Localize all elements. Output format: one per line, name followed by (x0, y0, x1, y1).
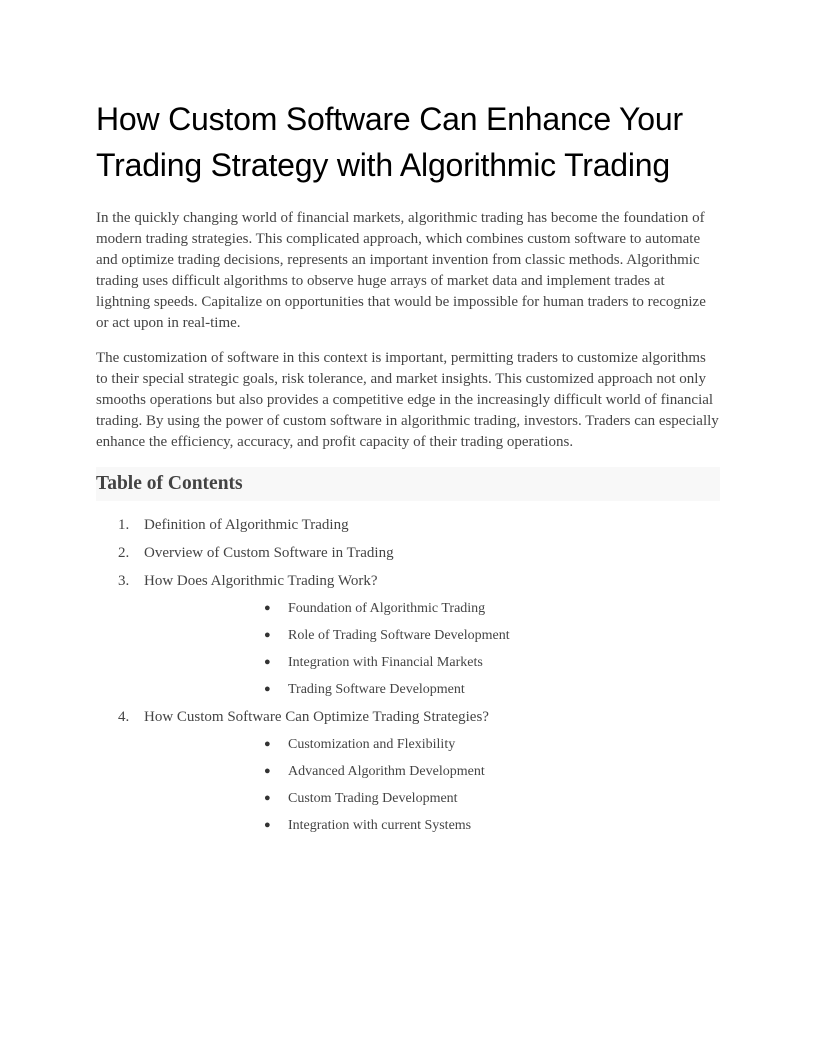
toc-item-3 (96, 567, 720, 595)
toc-item-4 (96, 703, 720, 731)
toc-subitem-label: Customization and Flexibility (288, 737, 456, 752)
toc-subitem (96, 595, 720, 622)
toc-subitem (96, 649, 720, 676)
toc-subitem (96, 785, 720, 812)
toc-item-number: 4. (118, 709, 130, 725)
toc-subitem (96, 758, 720, 785)
toc-subitem-label: Trading Software Development (288, 682, 465, 697)
toc-list-continued (96, 703, 720, 731)
toc-item-number: 1. (118, 517, 130, 533)
toc-heading: Table of Contents (96, 467, 720, 501)
toc-subitem-label: Advanced Algorithm Development (288, 764, 485, 779)
toc-item-2 (96, 539, 720, 567)
customization-paragraph: The customization of software in this context is important, permitting traders to customize algorithms to their special strategic goals, risk tolerance, and market insights. This customized approach not only smooths operations but also provides a competitive edge in the increasingly difficult world of financial trading. By using the power of custom software in algorithmic trading, investors. Traders can especially enhance the efficiency, accuracy, and profit capacity of their trading operations. (96, 350, 719, 450)
intro-paragraph: In the quickly changing world of financial markets, algorithmic trading has become the foundation of modern trading strategies. This complicated approach, which combines custom software to automate and optimize trading decisions, represents an important invention from classic methods. Algorithmic trading uses difficult algorithms to observe huge arrays of market data and implement trades at lightning speeds. Capitalize on opportunities that would be impossible for human traders to recognize or act upon in real-time. (96, 210, 706, 331)
bullet-icon: ● (264, 819, 271, 831)
bullet-icon: ● (264, 683, 271, 695)
toc-subitem-label: Custom Trading Development (288, 791, 458, 806)
toc-item-label: How Does Algorithmic Trading Work? (144, 573, 378, 589)
toc-subitem (96, 622, 720, 649)
document-title: How Custom Software Can Enhance Your Trading Strategy with Algorithmic Trading (96, 101, 683, 183)
toc-item-number: 2. (118, 545, 130, 561)
toc-list (96, 511, 720, 595)
bullet-icon: ● (264, 656, 271, 668)
toc-subitem (96, 676, 720, 703)
toc-subitem (96, 812, 720, 839)
toc-item-number: 3. (118, 573, 130, 589)
toc-item-label: Overview of Custom Software in Trading (144, 545, 394, 561)
toc-subitem (96, 731, 720, 758)
bullet-icon: ● (264, 765, 271, 777)
document-page (96, 96, 720, 839)
toc-subitem-label: Integration with current Systems (288, 818, 472, 833)
bullet-icon: ● (264, 629, 271, 641)
toc-item-1 (96, 511, 720, 539)
toc-subitem-label: Integration with Financial Markets (288, 655, 483, 670)
toc-subitem-label: Role of Trading Software Development (288, 628, 510, 643)
toc-sublist-3 (96, 595, 720, 703)
bullet-icon: ● (264, 602, 271, 614)
bullet-icon: ● (264, 792, 271, 804)
toc-item-label: How Custom Software Can Optimize Trading Strategies? (144, 709, 489, 725)
toc-subitem-label: Foundation of Algorithmic Trading (288, 601, 486, 616)
bullet-icon: ● (264, 738, 271, 750)
toc-sublist-4 (96, 731, 720, 839)
toc-item-label: Definition of Algorithmic Trading (144, 517, 349, 533)
